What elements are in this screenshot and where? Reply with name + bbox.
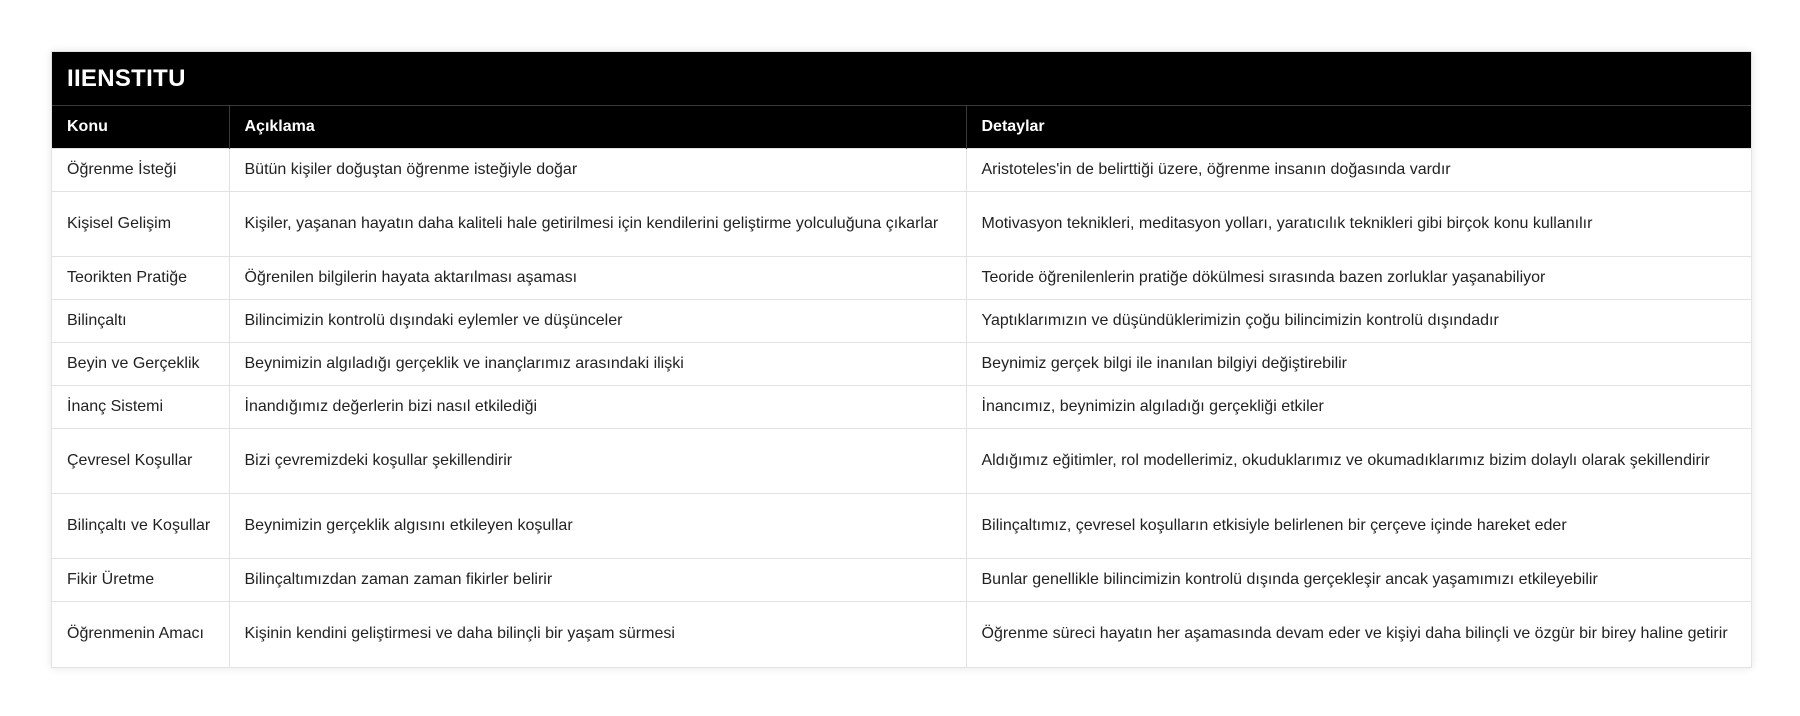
cell-detaylar: İnancımız, beynimizin algıladığı gerçekliği etkiler: [966, 386, 1751, 429]
cell-aciklama: Bizi çevremizdeki koşullar şekillendirir: [229, 429, 966, 494]
cell-detaylar: Aldığımız eğitimler, rol modellerimiz, okuduklarımız ve okumadıklarımız bizim dolaylı olarak şekillendirir: [966, 429, 1751, 494]
cell-aciklama: Beynimizin gerçeklik algısını etkileyen koşullar: [229, 494, 966, 559]
cell-aciklama: Bilinçaltımızdan zaman zaman fikirler belirir: [229, 559, 966, 602]
table-row: [52, 494, 1751, 559]
cell-detaylar: Motivasyon teknikleri, meditasyon yolları, yaratıcılık teknikleri gibi birçok konu kullanılır: [966, 192, 1751, 257]
cell-aciklama: İnandığımız değerlerin bizi nasıl etkilediği: [229, 386, 966, 429]
cell-detaylar: Öğrenme süreci hayatın her aşamasında devam eder ve kişiyi daha bilinçli ve özgür bir birey haline getirir: [966, 602, 1751, 667]
cell-konu: Öğrenme İsteği: [52, 149, 229, 192]
table-row: [52, 386, 1751, 429]
cell-detaylar: Yaptıklarımızın ve düşündüklerimizin çoğu bilincimizin kontrolü dışındadır: [966, 300, 1751, 343]
cell-detaylar: Beynimiz gerçek bilgi ile inanılan bilgiyi değiştirebilir: [966, 343, 1751, 386]
column-header-konu: Konu: [52, 106, 229, 149]
table-row: [52, 343, 1751, 386]
column-header-aciklama: Açıklama: [229, 106, 966, 149]
cell-konu: Fikir Üretme: [52, 559, 229, 602]
cell-detaylar: Teoride öğrenilenlerin pratiğe dökülmesi sırasında bazen zorluklar yaşanabiliyor: [966, 257, 1751, 300]
header-row: [52, 106, 1751, 149]
cell-konu: Teorikten Pratiğe: [52, 257, 229, 300]
table-header: [52, 106, 1751, 149]
data-table: [52, 106, 1751, 667]
data-table-card: [51, 51, 1752, 668]
table-row: [52, 192, 1751, 257]
table-title: IIENSTITU: [52, 52, 1751, 106]
table-row: [52, 149, 1751, 192]
table-row: [52, 257, 1751, 300]
table-row: [52, 602, 1751, 667]
table-row: [52, 559, 1751, 602]
column-header-detaylar: Detaylar: [966, 106, 1751, 149]
cell-aciklama: Bütün kişiler doğuştan öğrenme isteğiyle doğar: [229, 149, 966, 192]
cell-aciklama: Kişinin kendini geliştirmesi ve daha bilinçli bir yaşam sürmesi: [229, 602, 966, 667]
cell-konu: Bilinçaltı ve Koşullar: [52, 494, 229, 559]
table-row: [52, 429, 1751, 494]
cell-detaylar: Bilinçaltımız, çevresel koşulların etkisiyle belirlenen bir çerçeve içinde hareket eder: [966, 494, 1751, 559]
table-body: [52, 149, 1751, 667]
cell-konu: Çevresel Koşullar: [52, 429, 229, 494]
cell-aciklama: Kişiler, yaşanan hayatın daha kaliteli hale getirilmesi için kendilerini geliştirme yolculuğuna çıkarlar: [229, 192, 966, 257]
cell-konu: İnanç Sistemi: [52, 386, 229, 429]
table-row: [52, 300, 1751, 343]
cell-detaylar: Aristoteles'in de belirttiği üzere, öğrenme insanın doğasında vardır: [966, 149, 1751, 192]
cell-konu: Bilinçaltı: [52, 300, 229, 343]
cell-konu: Kişisel Gelişim: [52, 192, 229, 257]
cell-konu: Beyin ve Gerçeklik: [52, 343, 229, 386]
cell-aciklama: Öğrenilen bilgilerin hayata aktarılması aşaması: [229, 257, 966, 300]
cell-aciklama: Bilincimizin kontrolü dışındaki eylemler ve düşünceler: [229, 300, 966, 343]
cell-aciklama: Beynimizin algıladığı gerçeklik ve inançlarımız arasındaki ilişki: [229, 343, 966, 386]
cell-konu: Öğrenmenin Amacı: [52, 602, 229, 667]
cell-detaylar: Bunlar genellikle bilincimizin kontrolü dışında gerçekleşir ancak yaşamımızı etkileyebilir: [966, 559, 1751, 602]
